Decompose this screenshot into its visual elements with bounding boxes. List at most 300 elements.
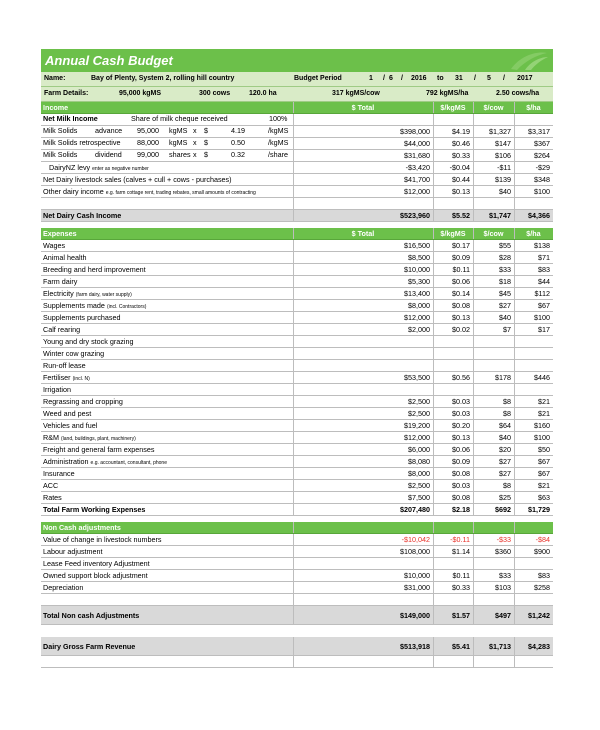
expense-ha: $21 xyxy=(515,396,554,408)
non-cash-row xyxy=(41,570,553,582)
expense-label-cell xyxy=(41,348,294,360)
net-income-cow: $1,747 xyxy=(474,210,515,222)
expense-cow: $45 xyxy=(474,288,515,300)
expense-ha: $71 xyxy=(515,252,554,264)
revenue-cow: $1,713 xyxy=(474,637,515,656)
expense-row xyxy=(41,432,553,444)
expense-row xyxy=(41,384,553,396)
expense-ha: $67 xyxy=(515,300,554,312)
expense-ha: $100 xyxy=(515,432,554,444)
livestock-kgms: $0.44 xyxy=(434,174,474,186)
expense-cow: $64 xyxy=(474,420,515,432)
expense-total[interactable] xyxy=(294,336,434,348)
empty-cell xyxy=(41,594,294,606)
non-cash-kgms xyxy=(434,558,474,570)
expense-kgms xyxy=(434,384,474,396)
expense-cow: $27 xyxy=(474,456,515,468)
levy-ha: -$29 xyxy=(515,162,554,174)
expense-label: Supplements purchased xyxy=(43,313,121,322)
name-band xyxy=(41,72,553,87)
non-cash-header: Non Cash adjustments xyxy=(41,522,294,534)
expense-label-cell xyxy=(41,288,294,300)
expense-kgms: $0.03 xyxy=(434,396,474,408)
name-label: Name: xyxy=(44,75,66,82)
empty-cell xyxy=(515,198,554,210)
expense-total[interactable]: $2,000 xyxy=(294,324,434,336)
item-quantity[interactable]: 95,000 xyxy=(137,126,159,135)
non-cash-label: Depreciation xyxy=(41,582,294,594)
expense-cow: $27 xyxy=(474,468,515,480)
levy-note: enter as negative number xyxy=(92,166,149,172)
expense-total[interactable]: $16,500 xyxy=(294,240,434,252)
levy-total[interactable]: -$3,420 xyxy=(294,162,434,174)
total-expenses-kgms: $2.18 xyxy=(434,504,474,516)
non-cash-ha: $83 xyxy=(515,570,554,582)
livestock-cow: $139 xyxy=(474,174,515,186)
expense-total[interactable]: $12,000 xyxy=(294,432,434,444)
expense-row xyxy=(41,324,553,336)
times-sign: x xyxy=(193,138,197,147)
farm-cows[interactable]: 300 cows xyxy=(199,90,231,97)
expense-label-cell xyxy=(41,276,294,288)
total-expenses-ha: $1,729 xyxy=(515,504,554,516)
col-total: $ Total xyxy=(294,102,434,114)
levy-kgms: -$0.04 xyxy=(434,162,474,174)
blank-row xyxy=(41,198,553,210)
livestock-label: Net Dairy livestock sales (calves + cull + cows - purchases) xyxy=(41,174,294,186)
expense-row xyxy=(41,480,553,492)
item-ha: $367 xyxy=(515,138,554,150)
expense-row xyxy=(41,276,553,288)
expense-note: e.g. accountant, consultant, phone xyxy=(90,460,167,466)
expense-label-cell xyxy=(41,240,294,252)
expense-row xyxy=(41,360,553,372)
expense-label: Run-off lease xyxy=(43,361,86,370)
expense-label-cell xyxy=(41,252,294,264)
expense-ha: $63 xyxy=(515,492,554,504)
levy-label: DairyNZ levy xyxy=(49,163,91,172)
expense-ha: $17 xyxy=(515,324,554,336)
non-cash-total[interactable]: $10,000 xyxy=(294,570,434,582)
other-income-label: Other dairy income xyxy=(43,187,104,196)
expense-kgms: $0.08 xyxy=(434,492,474,504)
milk-solids-row xyxy=(41,138,553,150)
dollar-sign: $ xyxy=(204,126,208,135)
expense-total[interactable]: $53,500 xyxy=(294,372,434,384)
non-cash-table xyxy=(41,522,553,668)
empty-cell xyxy=(474,114,515,126)
expense-ha xyxy=(515,360,554,372)
item-type: dividend xyxy=(95,150,122,159)
expense-ha: $50 xyxy=(515,444,554,456)
item-unit: kgMS xyxy=(169,126,188,135)
col-ha: $/ha xyxy=(515,102,554,114)
non-cash-kgms: $1.14 xyxy=(434,546,474,558)
empty-cell xyxy=(294,522,434,534)
non-cash-total[interactable]: $31,000 xyxy=(294,582,434,594)
expense-kgms: $0.03 xyxy=(434,408,474,420)
non-cash-total[interactable]: -$10,042 xyxy=(294,534,434,546)
empty-cell xyxy=(434,656,474,668)
total-non-cash-row xyxy=(41,606,553,625)
date-sep: / xyxy=(474,75,476,82)
farm-ha[interactable]: 120.0 ha xyxy=(249,90,277,97)
empty-cell xyxy=(515,114,554,126)
expense-row xyxy=(41,468,553,480)
milk-solids-cell xyxy=(41,126,294,138)
expense-total[interactable]: $2,500 xyxy=(294,408,434,420)
expense-cow: $8 xyxy=(474,396,515,408)
item-cow: $147 xyxy=(474,138,515,150)
expense-cow xyxy=(474,360,515,372)
expense-total[interactable]: $7,500 xyxy=(294,492,434,504)
item-kgms: $0.46 xyxy=(434,138,474,150)
expense-cow: $28 xyxy=(474,252,515,264)
net-milk-row xyxy=(41,114,553,126)
expense-ha xyxy=(515,348,554,360)
milk-solids-row xyxy=(41,126,553,138)
non-cash-total[interactable] xyxy=(294,558,434,570)
expense-kgms: $0.14 xyxy=(434,288,474,300)
expense-cow: $27 xyxy=(474,300,515,312)
other-kgms: $0.13 xyxy=(434,186,474,198)
expense-ha: $83 xyxy=(515,264,554,276)
expense-kgms: $0.06 xyxy=(434,276,474,288)
other-income-row xyxy=(41,186,553,198)
milk-solids-row xyxy=(41,150,553,162)
budget-period-label: Budget Period xyxy=(294,75,342,82)
cash-budget-sheet xyxy=(41,49,553,668)
total-non-cash-kgms: $1.57 xyxy=(434,606,474,625)
expense-total[interactable]: $6,000 xyxy=(294,444,434,456)
milk-solids-cell xyxy=(41,150,294,162)
expense-label-cell xyxy=(41,420,294,432)
non-cash-cow: $103 xyxy=(474,582,515,594)
col-total: $ Total xyxy=(294,228,434,240)
item-total: $398,000 xyxy=(294,126,434,138)
expense-cow: $8 xyxy=(474,408,515,420)
period-start-year[interactable]: 2016 xyxy=(411,75,427,82)
expense-total[interactable]: $2,500 xyxy=(294,396,434,408)
expense-cow: $33 xyxy=(474,264,515,276)
col-cow: $/cow xyxy=(474,102,515,114)
non-cash-kgms: $0.33 xyxy=(434,582,474,594)
non-cash-row xyxy=(41,582,553,594)
total-expenses-total: $207,480 xyxy=(294,504,434,516)
revenue-label: Dairy Gross Farm Revenue xyxy=(41,637,294,656)
empty-cell xyxy=(294,656,434,668)
empty-cell xyxy=(294,594,434,606)
expense-row xyxy=(41,336,553,348)
expense-ha: $67 xyxy=(515,468,554,480)
expense-label: Calf rearing xyxy=(43,325,81,334)
expense-kgms xyxy=(434,360,474,372)
dollar-sign: $ xyxy=(204,138,208,147)
net-milk-label: Net Milk Income xyxy=(43,114,98,123)
expenses-header: Expenses xyxy=(41,228,294,240)
empty-cell xyxy=(474,522,515,534)
expense-cow xyxy=(474,384,515,396)
farm-details-label: Farm Details: xyxy=(44,90,89,97)
expense-kgms: $0.08 xyxy=(434,468,474,480)
empty-cell xyxy=(41,198,294,210)
farm-details-band xyxy=(41,87,553,102)
expense-kgms: $0.13 xyxy=(434,312,474,324)
expense-cow: $40 xyxy=(474,432,515,444)
expense-label-cell xyxy=(41,444,294,456)
livestock-total[interactable]: $41,700 xyxy=(294,174,434,186)
expense-kgms xyxy=(434,348,474,360)
expense-ha: $160 xyxy=(515,420,554,432)
expenses-header-row xyxy=(41,228,553,240)
expense-row xyxy=(41,372,553,384)
expense-kgms: $0.11 xyxy=(434,264,474,276)
name-value[interactable]: Bay of Plenty, System 2, rolling hill country xyxy=(91,75,235,82)
expense-label-cell xyxy=(41,432,294,444)
item-label: Milk Solids xyxy=(43,150,78,159)
blank-row xyxy=(41,656,553,668)
expense-total[interactable] xyxy=(294,384,434,396)
total-expenses-row xyxy=(41,504,553,516)
expense-label-cell xyxy=(41,396,294,408)
empty-cell xyxy=(515,594,554,606)
col-ha: $/ha xyxy=(515,228,554,240)
non-cash-ha xyxy=(515,558,554,570)
period-end-year[interactable]: 2017 xyxy=(517,75,533,82)
expense-total[interactable] xyxy=(294,360,434,372)
other-income-note: e.g. farm cottage rent, trading rebates, small amounts of contracting xyxy=(105,190,256,196)
net-income-label: Net Dairy Cash Income xyxy=(41,210,294,222)
period-end-month[interactable]: 5 xyxy=(487,75,491,82)
expense-note: (incl. N) xyxy=(72,376,90,382)
non-cash-cow: $33 xyxy=(474,570,515,582)
dollar-sign: $ xyxy=(204,150,208,159)
non-cash-label: Value of change in livestock numbers xyxy=(41,534,294,546)
levy-row xyxy=(41,162,553,174)
expense-label: Animal health xyxy=(43,253,87,262)
empty-cell xyxy=(434,114,474,126)
item-kgms: $0.33 xyxy=(434,150,474,162)
date-sep: / xyxy=(503,75,505,82)
expense-ha: $21 xyxy=(515,480,554,492)
expense-cow xyxy=(474,336,515,348)
expense-ha: $446 xyxy=(515,372,554,384)
item-price[interactable]: 0.32 xyxy=(231,150,245,159)
expense-label: ACC xyxy=(43,481,59,490)
expense-total[interactable]: $10,000 xyxy=(294,264,434,276)
times-sign: x xyxy=(193,126,197,135)
total-non-cash-cow: $497 xyxy=(474,606,515,625)
expense-label: Rates xyxy=(43,493,62,502)
item-type: advance xyxy=(95,126,123,135)
expense-label: Wages xyxy=(43,241,66,250)
empty-cell xyxy=(294,114,434,126)
expense-cow xyxy=(474,348,515,360)
expense-label: Freight and general farm expenses xyxy=(43,445,155,454)
expense-total[interactable]: $8,000 xyxy=(294,468,434,480)
item-kgms: $4.19 xyxy=(434,126,474,138)
item-ha: $264 xyxy=(515,150,554,162)
share-value[interactable]: 100% xyxy=(269,114,288,123)
item-label: Milk Solids retrospective xyxy=(43,138,121,147)
expense-total[interactable]: $8,500 xyxy=(294,252,434,264)
total-expenses-cow: $692 xyxy=(474,504,515,516)
expense-row xyxy=(41,348,553,360)
non-cash-cow: $360 xyxy=(474,546,515,558)
period-end-day[interactable]: 31 xyxy=(455,75,463,82)
total-expenses-label: Total Farm Working Expenses xyxy=(41,504,294,516)
expense-kgms xyxy=(434,336,474,348)
expense-row xyxy=(41,252,553,264)
expense-label: Regrassing and cropping xyxy=(43,397,123,406)
net-income-row xyxy=(41,210,553,222)
expense-label-cell xyxy=(41,492,294,504)
non-cash-cow: -$33 xyxy=(474,534,515,546)
expense-label: Breeding and herd improvement xyxy=(43,265,146,274)
expenses-table xyxy=(41,228,553,522)
expense-label: Vehicles and fuel xyxy=(43,421,98,430)
non-cash-rows xyxy=(41,534,553,594)
expense-kgms: $0.09 xyxy=(434,252,474,264)
expense-label: Supplements made xyxy=(43,301,105,310)
item-price[interactable]: 0.50 xyxy=(231,138,245,147)
item-ha: $3,317 xyxy=(515,126,554,138)
kgms-per-cow: 317 kgMS/cow xyxy=(332,90,380,97)
non-cash-row xyxy=(41,558,553,570)
empty-cell xyxy=(474,594,515,606)
expense-row xyxy=(41,408,553,420)
expense-label: Insurance xyxy=(43,469,75,478)
expense-row xyxy=(41,420,553,432)
expense-label-cell xyxy=(41,312,294,324)
expense-kgms: $0.13 xyxy=(434,432,474,444)
expense-cow: $40 xyxy=(474,312,515,324)
item-per-unit: /share xyxy=(268,150,288,159)
date-sep: / xyxy=(383,75,385,82)
expense-label: Fertiliser xyxy=(43,373,71,382)
empty-cell xyxy=(474,656,515,668)
expense-label: Weed and pest xyxy=(43,409,92,418)
expense-ha xyxy=(515,384,554,396)
empty-cell xyxy=(515,522,554,534)
expense-ha: $67 xyxy=(515,456,554,468)
expense-row xyxy=(41,396,553,408)
expense-note: (farm dairy, water supply) xyxy=(75,292,132,298)
item-unit: shares xyxy=(169,150,191,159)
item-total: $44,000 xyxy=(294,138,434,150)
expense-kgms: $0.06 xyxy=(434,444,474,456)
expense-label: Administration xyxy=(43,457,89,466)
swoosh-decoration xyxy=(507,51,549,71)
total-non-cash-label: Total Non cash Adjustments xyxy=(41,606,294,625)
expense-total[interactable]: $8,080 xyxy=(294,456,434,468)
item-unit: kgMS xyxy=(169,138,188,147)
spacer-cell xyxy=(41,625,553,638)
expense-label: Winter cow grazing xyxy=(43,349,105,358)
cows-per-ha: 2.50 cows/ha xyxy=(496,90,540,97)
other-ha: $100 xyxy=(515,186,554,198)
expense-label: Farm dairy xyxy=(43,277,78,286)
empty-cell xyxy=(474,198,515,210)
item-quantity[interactable]: 99,000 xyxy=(137,150,159,159)
non-cash-cow xyxy=(474,558,515,570)
total-non-cash-ha: $1,242 xyxy=(515,606,554,625)
milk-solids-cell xyxy=(41,138,294,150)
farm-kgms[interactable]: 95,000 kgMS xyxy=(119,90,162,97)
empty-cell xyxy=(41,656,294,668)
non-cash-ha: $900 xyxy=(515,546,554,558)
expense-kgms: $0.20 xyxy=(434,420,474,432)
item-price[interactable]: 4.19 xyxy=(231,126,245,135)
empty-cell xyxy=(294,198,434,210)
non-cash-kgms: $0.11 xyxy=(434,570,474,582)
expense-row xyxy=(41,300,553,312)
expense-total[interactable]: $2,500 xyxy=(294,480,434,492)
empty-cell xyxy=(434,522,474,534)
non-cash-total[interactable]: $108,000 xyxy=(294,546,434,558)
expense-label-cell xyxy=(41,360,294,372)
times-sign: x xyxy=(193,150,197,159)
non-cash-row xyxy=(41,546,553,558)
expense-kgms: $0.17 xyxy=(434,240,474,252)
expense-cow: $18 xyxy=(474,276,515,288)
expense-cow: $55 xyxy=(474,240,515,252)
non-cash-header-row xyxy=(41,522,553,534)
expense-label-cell xyxy=(41,456,294,468)
expense-total[interactable]: $19,200 xyxy=(294,420,434,432)
share-label: Share of milk cheque received xyxy=(131,114,228,123)
expense-label-cell xyxy=(41,372,294,384)
empty-cell xyxy=(434,198,474,210)
expense-cow: $20 xyxy=(474,444,515,456)
expense-total[interactable]: $5,300 xyxy=(294,276,434,288)
item-per-unit: /kgMS xyxy=(268,126,289,135)
expense-ha: $100 xyxy=(515,312,554,324)
other-total[interactable]: $12,000 xyxy=(294,186,434,198)
expense-cow: $7 xyxy=(474,324,515,336)
item-label: Milk Solids xyxy=(43,126,78,135)
item-cow: $1,327 xyxy=(474,126,515,138)
expense-total[interactable] xyxy=(294,348,434,360)
expense-cow: $178 xyxy=(474,372,515,384)
revenue-kgms: $5.41 xyxy=(434,637,474,656)
income-table xyxy=(41,102,553,228)
net-income-kgms: $5.52 xyxy=(434,210,474,222)
period-start-month[interactable]: 6 xyxy=(389,75,393,82)
item-quantity[interactable]: 88,000 xyxy=(137,138,159,147)
expense-row xyxy=(41,264,553,276)
period-start-day[interactable]: 1 xyxy=(369,75,373,82)
expense-label-cell xyxy=(41,408,294,420)
expense-label-cell xyxy=(41,336,294,348)
other-cow: $40 xyxy=(474,186,515,198)
expense-kgms: $0.08 xyxy=(434,300,474,312)
expense-cow: $8 xyxy=(474,480,515,492)
col-kgms: $/kgMS xyxy=(434,228,474,240)
page-title: Annual Cash Budget xyxy=(41,49,553,72)
expense-label: Electricity xyxy=(43,289,74,298)
expense-total[interactable]: $13,400 xyxy=(294,288,434,300)
other-income-cell xyxy=(41,186,294,198)
non-cash-kgms: -$0.11 xyxy=(434,534,474,546)
net-income-total: $523,960 xyxy=(294,210,434,222)
expense-total[interactable]: $8,000 xyxy=(294,300,434,312)
blank-row xyxy=(41,594,553,606)
period-to-label: to xyxy=(437,75,444,82)
spacer xyxy=(41,625,553,638)
expense-row xyxy=(41,312,553,324)
expense-total[interactable]: $12,000 xyxy=(294,312,434,324)
